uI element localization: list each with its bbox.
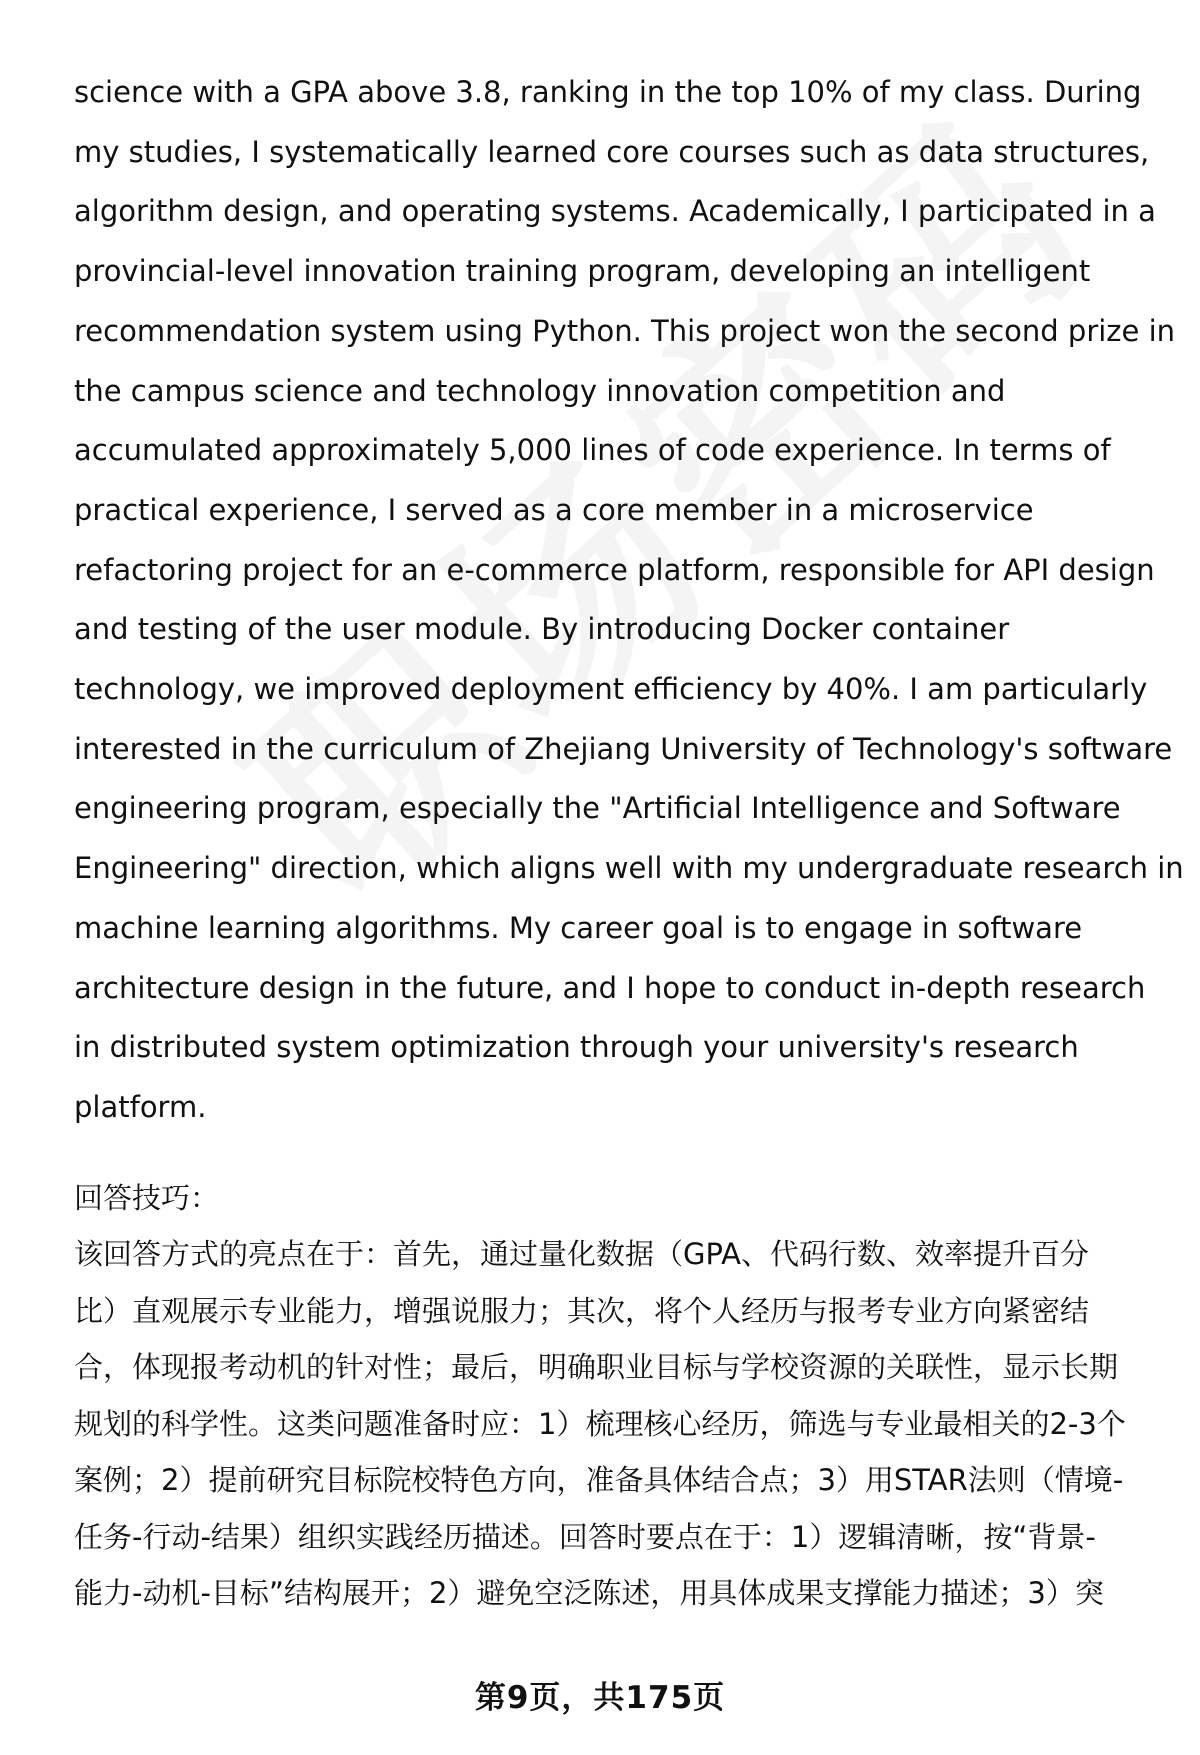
paragraph-line: machine learning algorithms. My career goal is to engage in software [74, 910, 1083, 945]
paragraph-line: science with a GPA above 3.8, ranking in the top 10% of my class. During [74, 75, 1142, 109]
paragraph-line: refactoring project for an e-commerce platform, responsible for API design [74, 552, 1155, 587]
tips-heading: 回答技巧： [74, 1181, 220, 1215]
paragraph-line: algorithm design, and operating systems. Academically, I participated in a [74, 194, 1156, 229]
paragraph-line: platform. [74, 1089, 207, 1124]
page-number-footer: 第9页，共175页 [474, 1680, 726, 1716]
paragraph-line: interested in the curriculum of Zhejiang University of Technology's software [74, 731, 1173, 766]
tips-line: 能力-动机-目标”结构展开；2）避免空泛陈述，用具体成果支撑能力描述；3）突 [74, 1576, 1104, 1610]
tips-line: 合，体现报考动机的针对性；最后，明确职业目标与学校资源的关联性，显示长期 [74, 1350, 1119, 1384]
answer-tips-section [74, 1170, 1154, 1622]
paragraph-line: practical experience, I served as a core member in a microservice [74, 492, 1034, 527]
paragraph-line: engineering program, especially the "Artificial Intelligence and Software [74, 791, 1121, 826]
paragraph-line: recommendation system using Python. This project won the second prize in [74, 313, 1176, 348]
tips-line: 任务-行动-结果）组织实践经历描述。回答时要点在于：1）逻辑清晰，按“背景- [74, 1519, 1096, 1554]
tips-paragraph [74, 1226, 1154, 1622]
paragraph-line: accumulated approximately 5,000 lines of code experience. In terms of [74, 433, 1111, 468]
paragraph-line: Engineering" direction, which aligns well with my undergraduate research in [74, 851, 1184, 886]
paragraph-line: and testing of the user module. By introducing Docker container [74, 612, 1010, 647]
paragraph-line: architecture design in the future, and I hope to conduct in-depth research [74, 970, 1146, 1005]
paragraph-line: my studies, I systematically learned core courses such as data structures, [74, 134, 1150, 169]
paragraph-line: provincial-level innovation training program, developing an intelligent [74, 254, 1091, 289]
tips-line: 规划的科学性。这类问题准备时应：1）梳理核心经历，筛选与专业最相关的2-3个 [74, 1406, 1126, 1441]
paragraph-line: the campus science and technology innovation competition and [74, 373, 1006, 408]
paragraph-line: technology, we improved deployment efficiency by 40%. I am particularly [74, 672, 1148, 707]
tips-line: 案例；2）提前研究目标院校特色方向，准备具体结合点；3）用STAR法则（情境- [74, 1463, 1124, 1497]
tips-line: 比）直观展示专业能力，增强说服力；其次，将个人经历与报考专业方向紧密结 [74, 1293, 1090, 1328]
tips-line: 该回答方式的亮点在于：首先，通过量化数据（GPA、代码行数、效率提升百分 [74, 1237, 1089, 1271]
body-paragraph [74, 63, 1184, 1138]
paragraph-line: in distributed system optimization through your university's research [74, 1030, 1079, 1065]
